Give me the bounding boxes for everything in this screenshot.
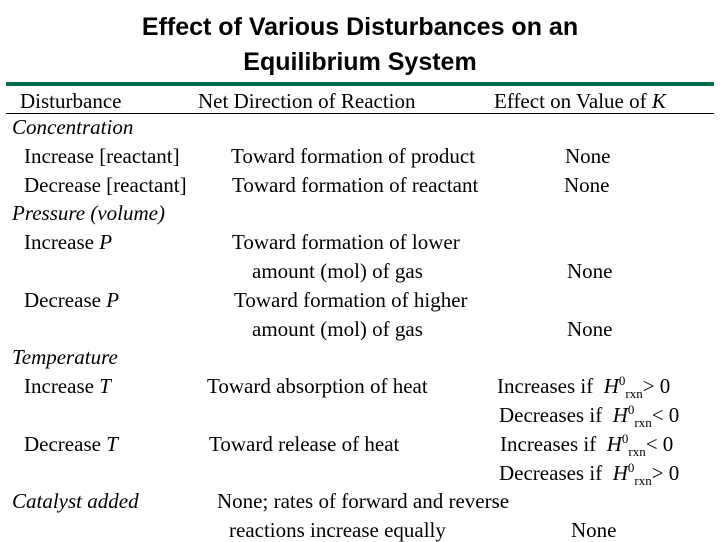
pressure-decrease-direction-line-1: Toward formation of higher <box>234 288 468 312</box>
temperature-increase-effect-1: Increases if $H^0_{rxn}> 0$ <box>497 373 671 402</box>
concentration-increase-effect: None <box>565 144 611 168</box>
temperature-increase-direction: Toward absorption of heat <box>207 374 428 398</box>
header-divider <box>6 113 714 114</box>
concentration-decrease-direction: Toward formation of reactant <box>232 173 479 197</box>
title-divider <box>6 82 714 86</box>
pressure-increase-effect: None <box>567 259 613 283</box>
pressure-decrease-direction-line-2: amount (mol) of gas <box>252 317 423 341</box>
concentration-increase-disturbance: Increase [reactant] <box>24 144 180 168</box>
header-net-direction: Net Direction of Reaction <box>198 89 416 113</box>
temperature-decrease-effect-1: Increases if $H^0_{rxn}< 0$ <box>500 431 674 460</box>
temperature-increase-disturbance: Increase T <box>24 374 111 398</box>
page-title-line-2: Equilibrium System <box>243 48 477 76</box>
pressure-increase-direction-line-1: Toward formation of lower <box>232 230 460 254</box>
pressure-increase-disturbance: Increase P <box>24 230 113 254</box>
category-temperature: Temperature <box>12 345 118 369</box>
pressure-decrease-disturbance: Decrease P <box>24 288 120 312</box>
pressure-decrease-effect: None <box>567 317 613 341</box>
page-title-line-1: Effect of Various Disturbances on an <box>141 13 579 41</box>
pressure-increase-direction-line-2: amount (mol) of gas <box>252 259 423 283</box>
concentration-decrease-disturbance: Decrease [reactant] <box>24 173 187 197</box>
temperature-decrease-direction: Toward release of heat <box>209 432 400 456</box>
concentration-increase-direction: Toward formation of product <box>231 144 476 168</box>
concentration-decrease-effect: None <box>564 173 610 197</box>
temperature-decrease-disturbance: Decrease T <box>24 432 118 456</box>
category-catalyst: Catalyst added <box>12 489 139 513</box>
header-disturbance: Disturbance <box>20 89 122 113</box>
category-concentration: Concentration <box>12 115 134 139</box>
temperature-increase-effect-2: Decreases if $H^0_{rxn}< 0$ <box>499 402 680 431</box>
catalyst-effect: None <box>571 518 617 542</box>
temperature-decrease-effect-2: Decreases if $H^0_{rxn}> 0$ <box>499 460 680 489</box>
catalyst-direction-line-1: None; rates of forward and reverse <box>217 489 510 513</box>
catalyst-direction-line-2: reactions increase equally <box>229 518 446 542</box>
category-pressure: Pressure (volume) <box>12 201 165 225</box>
header-effect-on-k: Effect on Value of K <box>494 89 666 113</box>
